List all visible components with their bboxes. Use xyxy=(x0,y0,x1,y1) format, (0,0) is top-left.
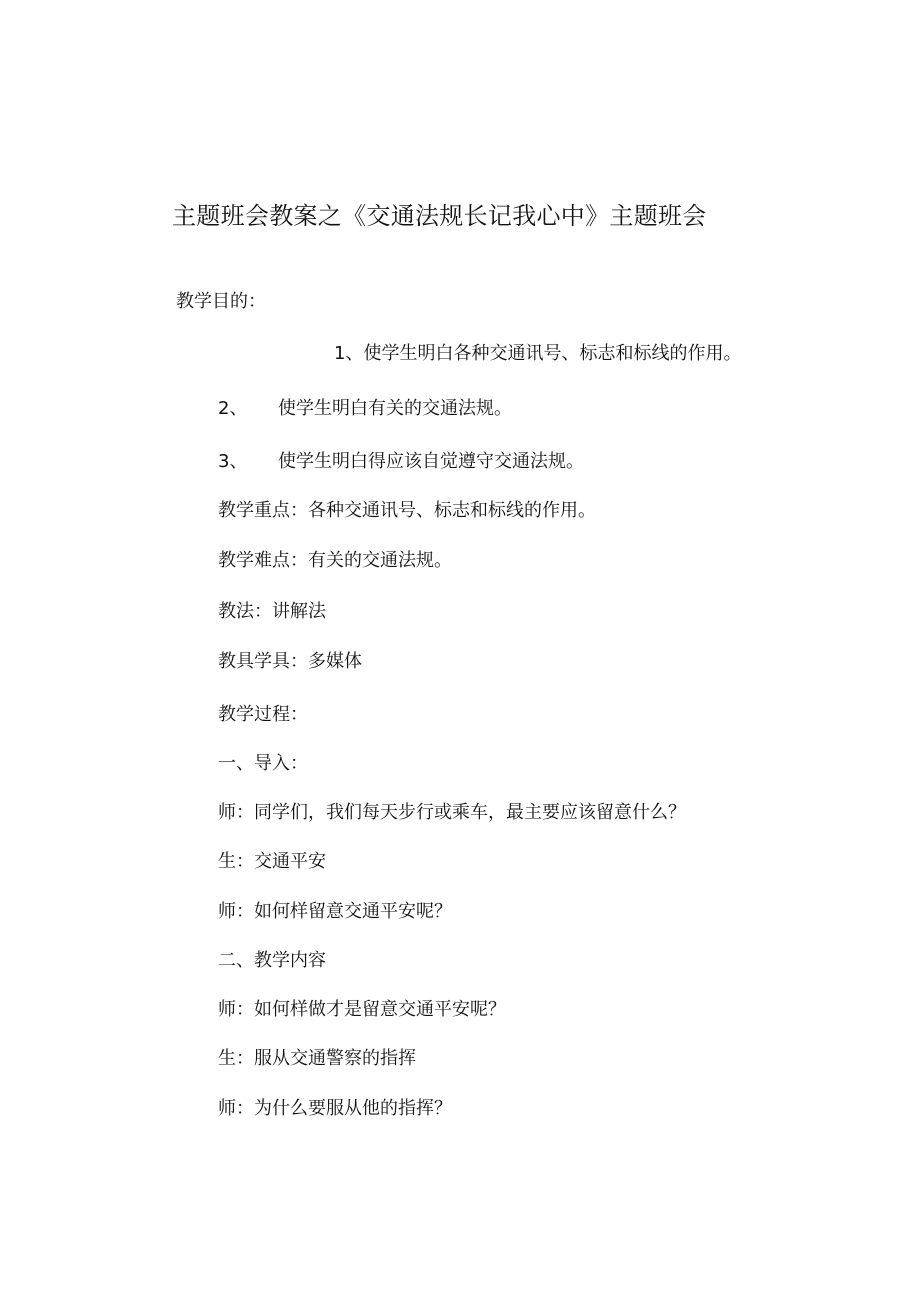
body-line: 生：交通平安 xyxy=(218,851,326,872)
objectives-heading: 教学目的： xyxy=(176,291,266,312)
body-line: 师：为什么要服从他的指挥？ xyxy=(218,1098,452,1119)
teaching-method: 教法：讲解法 xyxy=(218,601,326,622)
objective-text: 使学生明白有关的交通法规。 xyxy=(278,398,512,419)
objective-text: 1、使学生明白各种交通讯号、标志和标线的作用。 xyxy=(334,343,742,364)
body-line: 一、导入： xyxy=(218,753,308,774)
body-line: 师：如何样留意交通平安呢？ xyxy=(218,901,452,922)
teaching-tools: 教具学具：多媒体 xyxy=(218,651,362,672)
objective-item-3 xyxy=(218,449,584,475)
objective-number: 3、 xyxy=(218,451,248,472)
document-title: 主题班会教案之《交通法规长记我心中》主题班会 xyxy=(172,202,707,230)
difficulties: 教学难点：有关的交通法规。 xyxy=(218,550,452,571)
objective-item-2 xyxy=(218,396,512,422)
objective-number: 2、 xyxy=(218,398,248,419)
body-line: 师：如何样做才是留意交通平安呢？ xyxy=(218,999,506,1020)
objective-text: 使学生明白得应该自觉遵守交通法规。 xyxy=(278,451,584,472)
objective-item-1 xyxy=(334,341,741,367)
body-line: 师：同学们，我们每天步行或乘车，最主要应该留意什么？ xyxy=(218,802,686,823)
process-heading: 教学过程： xyxy=(218,704,308,725)
key-points: 教学重点：各种交通讯号、标志和标线的作用。 xyxy=(218,500,596,521)
body-line: 二、教学内容 xyxy=(218,950,326,971)
body-line: 生：服从交通警察的指挥 xyxy=(218,1048,416,1069)
